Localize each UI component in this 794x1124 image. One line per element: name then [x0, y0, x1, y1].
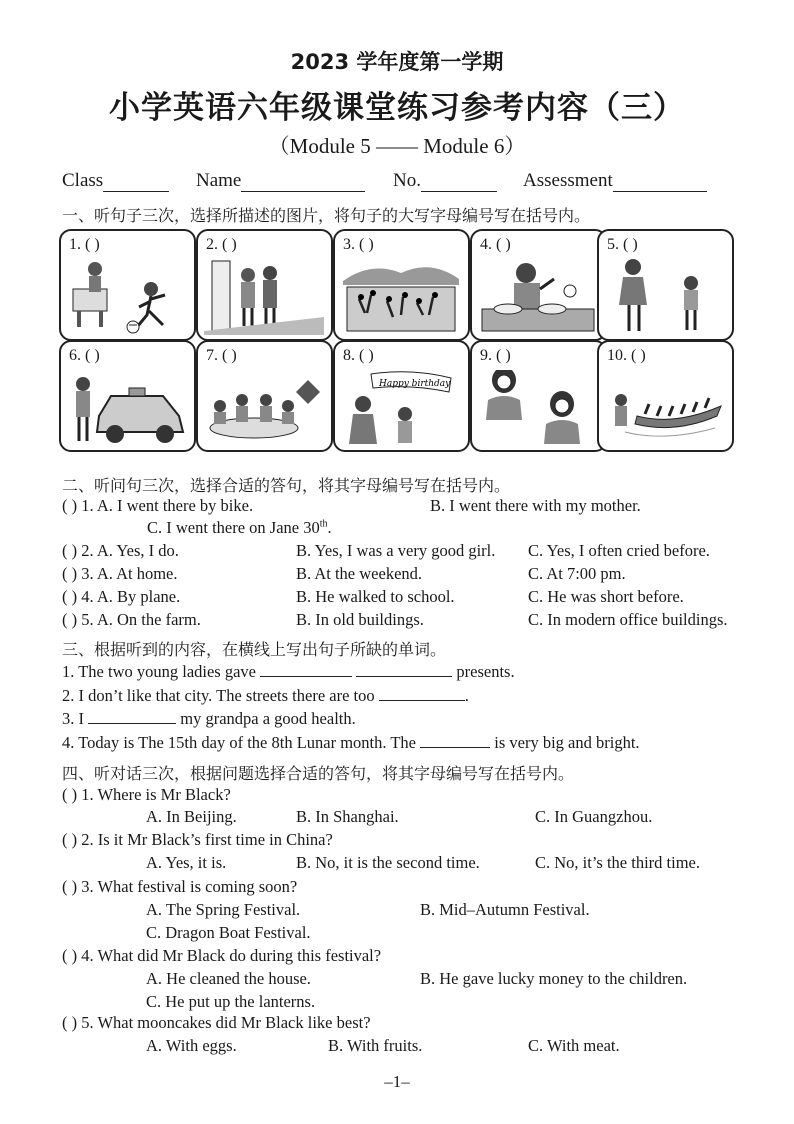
woman-eating-mooncake-icon	[478, 259, 598, 335]
part4-q4-c: C. He put up the lanterns.	[146, 992, 316, 1011]
card-number: 5. ( )	[607, 236, 638, 253]
part4-q4-b: B. He gave lucky money to the children.	[420, 969, 688, 988]
card-number: 10. ( )	[607, 347, 646, 364]
class-blank[interactable]	[103, 173, 169, 192]
part4-q4: ( ) 4. What did Mr Black do during this festival?	[62, 946, 382, 965]
part2-q5-c: C. In modern office buildings.	[528, 610, 728, 629]
part4-q1: ( ) 1. Where is Mr Black?	[62, 785, 231, 804]
assessment-blank[interactable]	[613, 173, 707, 192]
year-line: 2023 学年度第一学期	[290, 50, 504, 74]
card-number: 9. ( )	[480, 347, 511, 364]
no-blank[interactable]	[421, 173, 497, 192]
part3-line-2: 2. I don’t like that city. The streets there are too .	[62, 686, 469, 705]
page-number: –1–	[384, 1072, 410, 1091]
part2-q4-b: B. He walked to school.	[296, 587, 455, 606]
picture-card-9	[470, 340, 607, 452]
woman-and-boy-icon	[605, 259, 725, 335]
picture-card-6	[59, 340, 196, 452]
part2-q4-lead: ( ) 4. A. By plane.	[62, 587, 181, 606]
part2-q2-lead: ( ) 2. A. Yes, I do.	[62, 541, 179, 560]
blank[interactable]	[260, 662, 352, 677]
part2-q1-b: B. I went there with my mother.	[430, 496, 641, 515]
part4-q5-a: A. With eggs.	[146, 1036, 237, 1055]
assessment-label: Assessment	[523, 170, 613, 191]
card-number: 2. ( )	[206, 236, 237, 253]
page-title: 小学英语六年级课堂练习参考内容（三）	[109, 90, 685, 126]
part4-q1-b: B. In Shanghai.	[296, 807, 399, 826]
card-number: 1. ( )	[69, 236, 100, 253]
class-field[interactable]	[62, 170, 169, 192]
blank[interactable]	[379, 686, 465, 701]
part4-q5-c: C. With meat.	[528, 1036, 620, 1055]
picture-card-7	[196, 340, 333, 452]
part4-q2-c: C. No, it’s the third time.	[535, 853, 700, 872]
blank[interactable]	[356, 662, 452, 677]
dragon-boat-icon	[605, 370, 725, 446]
part4-q2: ( ) 2. Is it Mr Black’s first time in China?	[62, 830, 333, 849]
dragon-boat-race-icon	[341, 259, 461, 335]
page-subtitle: （Module 5 —— Module 6）	[268, 134, 526, 158]
part4-q3-b: B. Mid–Autumn Festival.	[420, 900, 590, 919]
card-number: 8. ( )	[343, 347, 374, 364]
no-field[interactable]	[393, 170, 497, 192]
part4-q2-b: B. No, it is the second time.	[296, 853, 480, 872]
part2-q2-c: C. Yes, I often cried before.	[528, 541, 710, 560]
picture-card-1	[59, 229, 196, 341]
picture-card-5	[597, 229, 734, 341]
boy-kicking-ball-icon	[67, 259, 187, 335]
two-women-icon	[478, 370, 598, 446]
card-number: 4. ( )	[480, 236, 511, 253]
part2-q1-c: C. I went there on Jane 30th.	[147, 518, 332, 537]
part4-q2-a: A. Yes, it is.	[146, 853, 227, 872]
card-number: 6. ( )	[69, 347, 100, 364]
picture-card-8	[333, 340, 470, 452]
picture-card-4	[470, 229, 607, 341]
assessment-field[interactable]	[523, 170, 707, 192]
no-label: No.	[393, 170, 421, 191]
part4-q5: ( ) 5. What mooncakes did Mr Black like best?	[62, 1013, 371, 1032]
picture-card-2	[196, 229, 333, 341]
section-4-title: 四、听对话三次，根据问题选择合适的答句，将其字母编号写在括号内。	[62, 764, 575, 783]
children-at-door-icon	[204, 259, 324, 335]
name-label: Name	[196, 170, 242, 191]
part2-q4-c: C. He was short before.	[528, 587, 684, 606]
part2-q3-b: B. At the weekend.	[296, 564, 423, 583]
part4-q3-c: C. Dragon Boat Festival.	[146, 923, 311, 942]
picture-card-3	[333, 229, 470, 341]
part2-q2-b: B. Yes, I was a very good girl.	[296, 541, 496, 560]
part4-q3-a: A. The Spring Festival.	[146, 900, 301, 919]
part4-q4-a: A. He cleaned the house.	[146, 969, 311, 988]
part2-q1-lead: ( ) 1. A. I went there by bike.	[62, 496, 254, 515]
section-2-title: 二、听问句三次，选择合适的答句，将其字母编号写在括号内。	[62, 476, 511, 495]
card-number: 3. ( )	[343, 236, 374, 253]
banner-text: Happy birthday	[379, 379, 451, 389]
name-blank[interactable]	[241, 173, 365, 192]
part2-q3-c: C. At 7:00 pm.	[528, 564, 626, 583]
part2-q5-lead: ( ) 5. A. On the farm.	[62, 610, 201, 629]
section-3-title: 三、根据听到的内容，在横线上写出句子所缺的单词。	[62, 640, 447, 659]
part2-q5-b: B. In old buildings.	[296, 610, 424, 629]
blank[interactable]	[88, 709, 176, 724]
part4-q1-a: A. In Beijing.	[146, 807, 237, 826]
man-by-car-icon	[67, 370, 187, 446]
name-field[interactable]	[196, 170, 365, 192]
part4-q5-b: B. With fruits.	[328, 1036, 423, 1055]
part2-q3-lead: ( ) 3. A. At home.	[62, 564, 178, 583]
part4-q3: ( ) 3. What festival is coming soon?	[62, 877, 298, 896]
family-dinner-icon	[204, 370, 324, 446]
section-1-title: 一、听句子三次，选择所描述的图片，将句子的大写字母编号写在括号内。	[62, 206, 591, 225]
part3-line-4: 4. Today is The 15th day of the 8th Lunar month. The is very big and bright.	[62, 733, 640, 752]
happy-birthday-icon	[341, 370, 461, 446]
picture-card-10	[597, 340, 734, 452]
part3-line-3: 3. I my grandpa a good health.	[62, 709, 356, 728]
part3-line-1: 1. The two young ladies gave presents.	[62, 662, 515, 681]
part4-q1-c: C. In Guangzhou.	[535, 807, 653, 826]
class-label: Class	[62, 170, 104, 191]
blank[interactable]	[420, 733, 490, 748]
card-number: 7. ( )	[206, 347, 237, 364]
